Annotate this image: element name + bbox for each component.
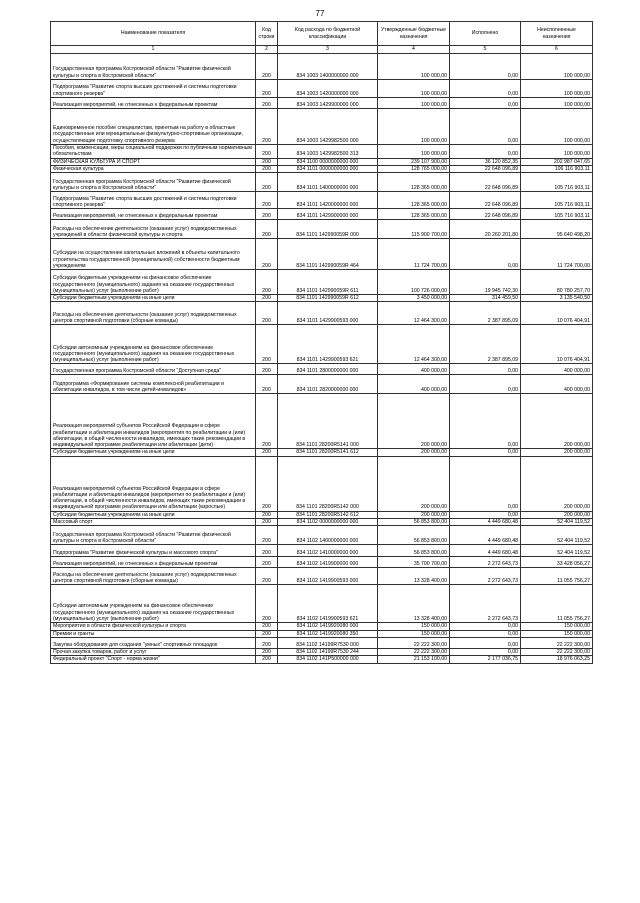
indicator-name-cell: Федеральный проект "Спорт - норма жизни" xyxy=(51,656,256,663)
budget-code-cell: 834 1101 1400000000 000 xyxy=(278,173,378,192)
approved-amount-cell: 3 450 000,00 xyxy=(378,295,450,302)
approved-amount-cell: 13 328 400,00 xyxy=(378,568,450,585)
budget-code-cell: 834 1102 14199R7530 244 xyxy=(278,648,378,655)
executed-amount-cell: 0,00 xyxy=(450,637,521,648)
line-code-cell: 200 xyxy=(256,295,278,302)
approved-amount-cell: 12 464 300,00 xyxy=(378,302,450,325)
approved-amount-cell: 100 000,00 xyxy=(378,109,450,145)
table-row xyxy=(51,145,593,159)
header-line-code: Код строки xyxy=(256,22,278,46)
executed-amount-cell: 2 272 643,73 xyxy=(450,557,521,568)
budget-code-cell: 834 1102 1410000000 000 xyxy=(278,545,378,557)
budget-code-cell: 834 1102 0000000000 000 xyxy=(278,519,378,526)
indicator-name-cell: Подпрограмма "Развитие спорта высших достижений и системы подготовки спортивного резерва" xyxy=(51,192,256,209)
unexecuted-amount-cell: 10 076 404,91 xyxy=(521,302,593,325)
table-row xyxy=(51,375,593,394)
column-number: 5 xyxy=(450,46,521,54)
budget-code-cell: 834 1101 28200R5141 612 xyxy=(278,449,378,456)
executed-amount-cell: 4 449 680,48 xyxy=(450,526,521,545)
budget-code-cell: 834 1102 1419900000 000 xyxy=(278,557,378,568)
approved-amount-cell: 12 464 300,00 xyxy=(378,325,450,364)
line-code-cell: 200 xyxy=(256,637,278,648)
table-row xyxy=(51,630,593,637)
executed-amount-cell: 0,00 xyxy=(450,98,521,109)
budget-code-cell: 834 1102 1419920080 350 xyxy=(278,630,378,637)
executed-amount-cell: 0,00 xyxy=(450,375,521,394)
unexecuted-amount-cell: 100 000,00 xyxy=(521,145,593,159)
table-row xyxy=(51,295,593,302)
approved-amount-cell: 115 900 700,00 xyxy=(378,220,450,239)
executed-amount-cell: 4 449 680,48 xyxy=(450,545,521,557)
executed-amount-cell: 20 260 201,80 xyxy=(450,220,521,239)
header-row xyxy=(51,22,593,46)
budget-code-cell: 834 1101 1429900593 000 xyxy=(278,302,378,325)
line-code-cell: 200 xyxy=(256,173,278,192)
header-budget-code: Код расхода по бюджетной классификации xyxy=(278,22,378,46)
executed-amount-cell: 0,00 xyxy=(450,511,521,518)
budget-code-cell: 834 1102 14199R7530 000 xyxy=(278,637,378,648)
table-row xyxy=(51,209,593,220)
executed-amount-cell: 0,00 xyxy=(450,648,521,655)
unexecuted-amount-cell: 10 076 404,91 xyxy=(521,325,593,364)
approved-amount-cell: 100 726 000,00 xyxy=(378,270,450,295)
line-code-cell: 200 xyxy=(256,239,278,270)
indicator-name-cell: Реализация мероприятий, не отнесенных к федеральным проектам xyxy=(51,209,256,220)
budget-code-cell: 834 1102 1419900593 621 xyxy=(278,585,378,623)
line-code-cell: 200 xyxy=(256,545,278,557)
indicator-name-cell: Подпрограмма "Развитие спорта высших достижений и системы подготовки спортивного резерва" xyxy=(51,80,256,98)
unexecuted-amount-cell: 100 000,00 xyxy=(521,98,593,109)
approved-amount-cell: 150 000,00 xyxy=(378,623,450,630)
executed-amount-cell: 22 648 096,89 xyxy=(450,165,521,172)
indicator-name-cell: ФИЗИЧЕСКАЯ КУЛЬТУРА И СПОРТ xyxy=(51,158,256,165)
indicator-name-cell: Расходы на обеспечение деятельности (оказание услуг) подведомственных учреждений в области физической культуры и спорта xyxy=(51,220,256,239)
approved-amount-cell: 128 365 000,00 xyxy=(378,192,450,209)
executed-amount-cell: 22 648 096,89 xyxy=(450,173,521,192)
indicator-name-cell: Закупка оборудования для создания "умных" спортивных площадок xyxy=(51,637,256,648)
table-row xyxy=(51,623,593,630)
table-row xyxy=(51,456,593,511)
approved-amount-cell: 400 000,00 xyxy=(378,375,450,394)
executed-amount-cell: 36 120 852,35 xyxy=(450,158,521,165)
indicator-name-cell: Прочая закупка товаров, работ и услуг xyxy=(51,648,256,655)
line-code-cell: 200 xyxy=(256,109,278,145)
unexecuted-amount-cell: 22 222 300,00 xyxy=(521,648,593,655)
budget-code-cell: 834 1003 1429982500 313 xyxy=(278,145,378,159)
unexecuted-amount-cell: 200 000,00 xyxy=(521,394,593,449)
line-code-cell: 200 xyxy=(256,220,278,239)
budget-code-cell: 834 1101 142990059R 612 xyxy=(278,295,378,302)
line-code-cell: 200 xyxy=(256,648,278,655)
approved-amount-cell: 13 328 400,00 xyxy=(378,585,450,623)
unexecuted-amount-cell: 200 000,00 xyxy=(521,449,593,456)
line-code-cell: 200 xyxy=(256,158,278,165)
approved-amount-cell: 56 853 800,00 xyxy=(378,526,450,545)
line-code-cell: 200 xyxy=(256,623,278,630)
executed-amount-cell: 0,00 xyxy=(450,80,521,98)
indicator-name-cell: Подпрограмма "Развитие физической культуры и массового спорта" xyxy=(51,545,256,557)
table-row xyxy=(51,302,593,325)
approved-amount-cell: 22 222 300,00 xyxy=(378,648,450,655)
indicator-name-cell: Физическая культура xyxy=(51,165,256,172)
unexecuted-amount-cell: 11 055 756,27 xyxy=(521,568,593,585)
indicator-name-cell: Реализация мероприятий субъектов Российской Федерации в сфере реабилитации и абилитации инвалидов (мероприятия по реабилитации и (или) абилитации, в общей численности инвалидов, имеющих такие рекомендации в индивидуальной программе реабилитации или абилитации (взрослые) xyxy=(51,456,256,511)
approved-amount-cell: 200 000,00 xyxy=(378,449,450,456)
unexecuted-amount-cell: 200 000,00 xyxy=(521,511,593,518)
budget-code-cell: 834 1102 1419900593 000 xyxy=(278,568,378,585)
unexecuted-amount-cell: 150 000,00 xyxy=(521,623,593,630)
header-approved: Утвержденные бюджетные назначения xyxy=(378,22,450,46)
executed-amount-cell: 22 648 096,89 xyxy=(450,192,521,209)
line-code-cell: 200 xyxy=(256,375,278,394)
unexecuted-amount-cell: 52 404 119,52 xyxy=(521,545,593,557)
executed-amount-cell: 2 177 036,75 xyxy=(450,656,521,663)
executed-amount-cell: 0,00 xyxy=(450,449,521,456)
table-row xyxy=(51,511,593,518)
budget-code-cell: 834 1102 141P500000 000 xyxy=(278,656,378,663)
table-row xyxy=(51,585,593,623)
indicator-name-cell: Субсидии автономным учреждениям на финансовое обеспечение государственного (муниципального) задания на оказание государственных (муниципальных) услуг (выполнение работ) xyxy=(51,325,256,364)
budget-code-cell: 834 1003 1400000000 000 xyxy=(278,54,378,80)
budget-code-cell: 834 1101 142990059R 611 xyxy=(278,270,378,295)
executed-amount-cell: 19 945 742,30 xyxy=(450,270,521,295)
budget-code-cell: 834 1003 1429982500 000 xyxy=(278,109,378,145)
budget-code-cell: 834 1101 1429900593 621 xyxy=(278,325,378,364)
unexecuted-amount-cell: 3 135 540,50 xyxy=(521,295,593,302)
unexecuted-amount-cell: 100 000,00 xyxy=(521,54,593,80)
indicator-name-cell: Субсидии автономным учреждениям на финансовое обеспечение государственного (муниципального) задания на оказание государственных (муниципальных) услуг (выполнение работ) xyxy=(51,585,256,623)
line-code-cell: 200 xyxy=(256,630,278,637)
column-number: 3 xyxy=(278,46,378,54)
budget-code-cell: 834 1101 1429900000 000 xyxy=(278,209,378,220)
budget-execution-table xyxy=(50,21,593,664)
approved-amount-cell: 200 000,00 xyxy=(378,394,450,449)
indicator-name-cell: Государственная программа Костромской области "Развитие физической культуры и спорта в Костромской области" xyxy=(51,54,256,80)
indicator-name-cell: Государственная программа Костромской области "Развитие физической культуры и спорта в Костромской области" xyxy=(51,173,256,192)
line-code-cell: 200 xyxy=(256,270,278,295)
table-row xyxy=(51,270,593,295)
line-code-cell: 200 xyxy=(256,209,278,220)
indicator-name-cell: Государственная программа Костромской области "Развитие физической культуры и спорта в Костромской области" xyxy=(51,526,256,545)
line-code-cell: 200 xyxy=(256,585,278,623)
approved-amount-cell: 200 000,00 xyxy=(378,511,450,518)
budget-code-cell: 834 1101 28200R5141 000 xyxy=(278,394,378,449)
executed-amount-cell: 0,00 xyxy=(450,623,521,630)
approved-amount-cell: 35 700 700,00 xyxy=(378,557,450,568)
approved-amount-cell: 56 853 800,00 xyxy=(378,519,450,526)
approved-amount-cell: 400 000,00 xyxy=(378,364,450,375)
unexecuted-amount-cell: 105 716 903,11 xyxy=(521,173,593,192)
unexecuted-amount-cell: 95 640 498,20 xyxy=(521,220,593,239)
unexecuted-amount-cell: 400 000,00 xyxy=(521,375,593,394)
column-number: 6 xyxy=(521,46,593,54)
line-code-cell: 200 xyxy=(256,449,278,456)
line-code-cell: 200 xyxy=(256,98,278,109)
table-row xyxy=(51,109,593,145)
line-code-cell: 200 xyxy=(256,519,278,526)
table-row xyxy=(51,545,593,557)
approved-amount-cell: 100 000,00 xyxy=(378,54,450,80)
line-code-cell: 200 xyxy=(256,456,278,511)
indicator-name-cell: Единовременное пособие специалистам, принятым на работу в областные государственные или муниципальные физкультурно-спортивные организации, осуществляющие подготовку спортивного резерва xyxy=(51,109,256,145)
budget-code-cell: 834 1101 28200R5142 000 xyxy=(278,456,378,511)
budget-code-cell: 834 1101 28200R5142 612 xyxy=(278,511,378,518)
unexecuted-amount-cell: 105 716 903,11 xyxy=(521,209,593,220)
unexecuted-amount-cell: 200 000,00 xyxy=(521,456,593,511)
line-code-cell: 200 xyxy=(256,80,278,98)
budget-code-cell: 834 1101 1420000000 000 xyxy=(278,192,378,209)
line-code-cell: 200 xyxy=(256,302,278,325)
indicator-name-cell: Мероприятия в области физической культуры и спорта xyxy=(51,623,256,630)
table-row xyxy=(51,526,593,545)
header-unexecuted: Неисполненные назначения xyxy=(521,22,593,46)
indicator-name-cell: Расходы на обеспечение деятельности (оказание услуг) подведомственных центров спортивной подготовки (сборные команды) xyxy=(51,568,256,585)
indicator-name-cell: Субсидии на осуществление капитальных вложений в объекты капитального строительства государственной (муниципальной) собственности бюджетным учреждениям xyxy=(51,239,256,270)
unexecuted-amount-cell: 11 724 700,00 xyxy=(521,239,593,270)
indicator-name-cell: Субсидии бюджетным учреждениям на иные цели xyxy=(51,449,256,456)
budget-code-cell: 834 1101 142990059R 464 xyxy=(278,239,378,270)
table-row xyxy=(51,449,593,456)
executed-amount-cell: 0,00 xyxy=(450,364,521,375)
table-row xyxy=(51,394,593,449)
budget-code-cell: 834 1003 1429900000 000 xyxy=(278,98,378,109)
approved-amount-cell: 200 000,00 xyxy=(378,456,450,511)
line-code-cell: 200 xyxy=(256,165,278,172)
indicator-name-cell: Подпрограмма «Формирование системы комплексной реабилитации и абилитации инвалидов, в том числе детей-инвалидов» xyxy=(51,375,256,394)
unexecuted-amount-cell: 150 000,00 xyxy=(521,630,593,637)
table-row xyxy=(51,80,593,98)
executed-amount-cell: 4 449 680,48 xyxy=(450,519,521,526)
line-code-cell: 200 xyxy=(256,526,278,545)
line-code-cell: 200 xyxy=(256,394,278,449)
table-row xyxy=(51,364,593,375)
approved-amount-cell: 11 724 700,00 xyxy=(378,239,450,270)
executed-amount-cell: 2 387 895,09 xyxy=(450,325,521,364)
table-row xyxy=(51,557,593,568)
unexecuted-amount-cell: 106 116 903,11 xyxy=(521,165,593,172)
executed-amount-cell: 0,00 xyxy=(450,394,521,449)
indicator-name-cell: Субсидии бюджетным учреждениям на финансовое обеспечение государственного (муниципального) задания на оказание государственных (муниципальных) услуг (выполнение работ) xyxy=(51,270,256,295)
table-row xyxy=(51,158,593,165)
line-code-cell: 200 xyxy=(256,192,278,209)
column-number-row xyxy=(51,46,593,54)
header-indicator-name: Наименование показателя xyxy=(51,22,256,46)
table-row xyxy=(51,173,593,192)
approved-amount-cell: 128 365 000,00 xyxy=(378,173,450,192)
executed-amount-cell: 0,00 xyxy=(450,145,521,159)
column-number: 4 xyxy=(378,46,450,54)
unexecuted-amount-cell: 18 976 063,25 xyxy=(521,656,593,663)
line-code-cell: 200 xyxy=(256,511,278,518)
indicator-name-cell: Субсидии бюджетным учреждениям на иные цели xyxy=(51,511,256,518)
budget-code-cell: 834 1101 142990059R 000 xyxy=(278,220,378,239)
indicator-name-cell: Массовый спорт xyxy=(51,519,256,526)
approved-amount-cell: 100 000,00 xyxy=(378,145,450,159)
indicator-name-cell: Субсидии бюджетным учреждениям на иные цели xyxy=(51,295,256,302)
approved-amount-cell: 100 000,00 xyxy=(378,80,450,98)
line-code-cell: 200 xyxy=(256,325,278,364)
table-row xyxy=(51,54,593,80)
table-row xyxy=(51,220,593,239)
executed-amount-cell: 22 648 096,89 xyxy=(450,209,521,220)
unexecuted-amount-cell: 52 404 119,52 xyxy=(521,526,593,545)
line-code-cell: 200 xyxy=(256,145,278,159)
executed-amount-cell: 0,00 xyxy=(450,630,521,637)
indicator-name-cell: Реализация мероприятий субъектов Российской Федерации в сфере реабилитации и абилитации инвалидов (мероприятия по реабилитации и (или) абилитации, в общей численности инвалидов, имеющих такие рекомендации в индивидуальной программе реабилитации или абилитации (дети) xyxy=(51,394,256,449)
line-code-cell: 200 xyxy=(256,54,278,80)
unexecuted-amount-cell: 100 000,00 xyxy=(521,80,593,98)
indicator-name-cell: Государственная программа Костромской области "Доступная среда" xyxy=(51,364,256,375)
header-executed: Исполнено xyxy=(450,22,521,46)
table-row xyxy=(51,656,593,663)
unexecuted-amount-cell: 11 055 756,27 xyxy=(521,585,593,623)
budget-code-cell: 834 1101 0000000000 000 xyxy=(278,165,378,172)
executed-amount-cell: 0,00 xyxy=(450,239,521,270)
table-row xyxy=(51,165,593,172)
unexecuted-amount-cell: 80 780 257,70 xyxy=(521,270,593,295)
line-code-cell: 200 xyxy=(256,364,278,375)
indicator-name-cell: Реализация мероприятий, не отнесенных к федеральным проектам xyxy=(51,98,256,109)
line-code-cell: 200 xyxy=(256,656,278,663)
approved-amount-cell: 56 853 800,00 xyxy=(378,545,450,557)
budget-code-cell: 834 1102 1400000000 000 xyxy=(278,526,378,545)
executed-amount-cell: 314 459,50 xyxy=(450,295,521,302)
budget-code-cell: 834 1101 2820000000 000 xyxy=(278,375,378,394)
budget-code-cell: 834 1100 0000000000 000 xyxy=(278,158,378,165)
table-row xyxy=(51,239,593,270)
table-row xyxy=(51,519,593,526)
unexecuted-amount-cell: 33 428 056,27 xyxy=(521,557,593,568)
table-row xyxy=(51,568,593,585)
column-number: 2 xyxy=(256,46,278,54)
executed-amount-cell: 0,00 xyxy=(450,456,521,511)
table-row xyxy=(51,637,593,648)
approved-amount-cell: 128 765 000,00 xyxy=(378,165,450,172)
table-row xyxy=(51,98,593,109)
indicator-name-cell: Реализация мероприятий, не отнесенных к федеральным проектам xyxy=(51,557,256,568)
unexecuted-amount-cell: 22 222 300,00 xyxy=(521,637,593,648)
approved-amount-cell: 128 365 000,00 xyxy=(378,209,450,220)
budget-code-cell: 834 1101 2800000000 000 xyxy=(278,364,378,375)
executed-amount-cell: 2 272 643,73 xyxy=(450,585,521,623)
unexecuted-amount-cell: 105 716 903,11 xyxy=(521,192,593,209)
unexecuted-amount-cell: 400 000,00 xyxy=(521,364,593,375)
approved-amount-cell: 100 000,00 xyxy=(378,98,450,109)
column-number: 1 xyxy=(51,46,256,54)
unexecuted-amount-cell: 202 987 047,65 xyxy=(521,158,593,165)
executed-amount-cell: 0,00 xyxy=(450,54,521,80)
approved-amount-cell: 150 000,00 xyxy=(378,630,450,637)
table-row xyxy=(51,648,593,655)
line-code-cell: 200 xyxy=(256,557,278,568)
budget-code-cell: 834 1102 1419920080 000 xyxy=(278,623,378,630)
page-number: 77 xyxy=(315,9,325,18)
unexecuted-amount-cell: 100 000,00 xyxy=(521,109,593,145)
approved-amount-cell: 239 107 900,00 xyxy=(378,158,450,165)
indicator-name-cell: Расходы на обеспечение деятельности (оказание услуг) подведомственных центров спортивной подготовки (сборные команды) xyxy=(51,302,256,325)
executed-amount-cell: 2 272 643,73 xyxy=(450,568,521,585)
budget-code-cell: 834 1003 1420000000 000 xyxy=(278,80,378,98)
indicator-name-cell: Премии и гранты xyxy=(51,630,256,637)
table-row xyxy=(51,192,593,209)
executed-amount-cell: 2 387 895,09 xyxy=(450,302,521,325)
table-row xyxy=(51,325,593,364)
executed-amount-cell: 0,00 xyxy=(450,109,521,145)
line-code-cell: 200 xyxy=(256,568,278,585)
approved-amount-cell: 21 153 100,00 xyxy=(378,656,450,663)
indicator-name-cell: Пособия, компенсации, меры социальной поддержки по публичным нормативным обязательствам xyxy=(51,145,256,159)
approved-amount-cell: 22 222 300,00 xyxy=(378,637,450,648)
unexecuted-amount-cell: 52 404 119,52 xyxy=(521,519,593,526)
